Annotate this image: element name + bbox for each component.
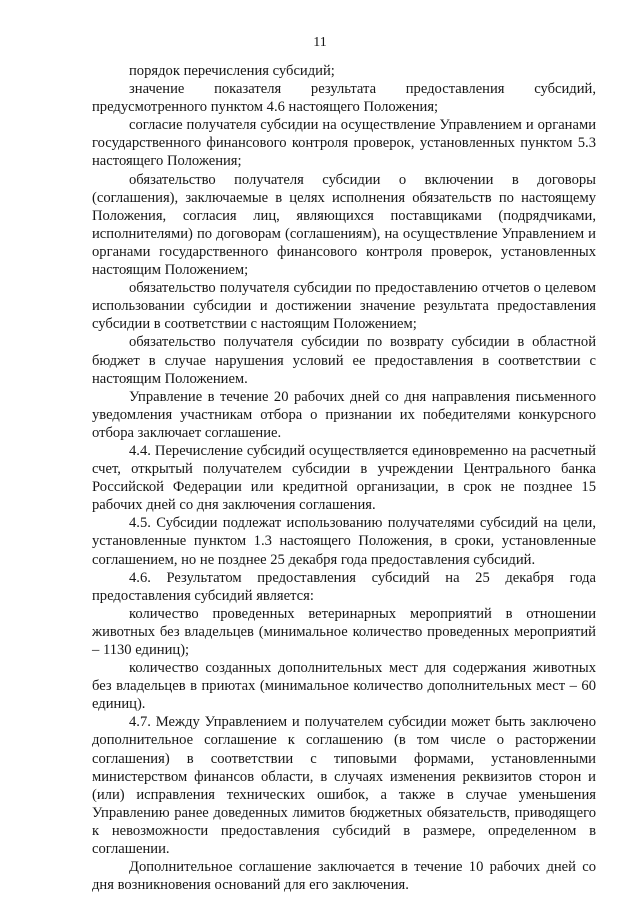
paragraph: Дополнительное соглашение заключается в течение 10 рабочих дней со дня возникновения оснований для его заключения. <box>92 859 596 894</box>
paragraph: согласие получателя субсидии на осуществление Управлением и органами государственного финансового контроля проверок, установленных пунктом 5.3 настоящего Положения; <box>92 117 596 170</box>
paragraph: обязательство получателя субсидии по предоставлению отчетов о целевом использовании субсидии и достижении значение результата предоставления субсидии в соответствии с настоящим Положением; <box>92 280 596 333</box>
paragraph: Управление в течение 20 рабочих дней со дня направления письменного уведомления участникам отбора о признании их победителями конкурсного отбора заключает соглашение. <box>92 388 596 441</box>
document-body <box>92 62 596 894</box>
paragraph-4-4: 4.4. Перечисление субсидий осуществляется единовременно на расчетный счет, открытый получателем субсидии в учреждении Центрального банка Российской Федерации или кредитной организации, в срок не позднее 15 рабочих дней со дня заключения соглашения. <box>92 442 596 514</box>
paragraph: обязательство получателя субсидии по возврату субсидии в областной бюджет в случае нарушения условий ее предоставления в соответствии с настоящим Положением. <box>92 334 596 387</box>
paragraph: количество проведенных ветеринарных мероприятий в отношении животных без владельцев (минимальное количество проведенных мероприятий – 1130 единиц); <box>92 605 596 658</box>
paragraph: порядок перечисления субсидий; <box>129 63 335 79</box>
page-number: 11 <box>313 35 327 50</box>
paragraph-4-6: 4.6. Результатом предоставления субсидий на 25 декабря года предоставления субсидий является: <box>92 569 596 604</box>
paragraph: обязательство получателя субсидии о включении в договоры (соглашения), заключаемые в целях исполнения обязательств по настоящему Положения, согласия лиц, являющихся поставщиками (подрядчиками, исполнителями) по договорам (соглашениям), на осуществление Управлением и органами государственного финансового контроля проверок, установленных настоящим Положением; <box>92 171 596 279</box>
paragraph: значение показателя результата предоставления субсидий, предусмотренного пунктом 4.6 настоящего Положения; <box>92 81 596 116</box>
paragraph-4-5: 4.5. Субсидии подлежат использованию получателями субсидий на цели, установленные пунктом 1.3 настоящего Положения, в сроки, установленные соглашением, но не позднее 25 декабря года предоставления субсидий. <box>92 515 596 568</box>
paragraph: количество созданных дополнительных мест для содержания животных без владельцев в приютах (минимальное количество дополнительных мест – 60 единиц). <box>92 660 596 713</box>
paragraph-4-7: 4.7. Между Управлением и получателем субсидии может быть заключено дополнительное соглашение к соглашению (в том числе о расторжении соглашения) в соответствии с типовыми формами, установленными министерством финансов области, в случаях изменения реквизитов сторон и (или) исправления технических ошибок, а также в случае уменьшения Управлению ранее доведенных лимитов бюджетных обязательств, приводящего к невозможности предоставления субсидий в размере, определенном в соглашении. <box>92 714 596 858</box>
